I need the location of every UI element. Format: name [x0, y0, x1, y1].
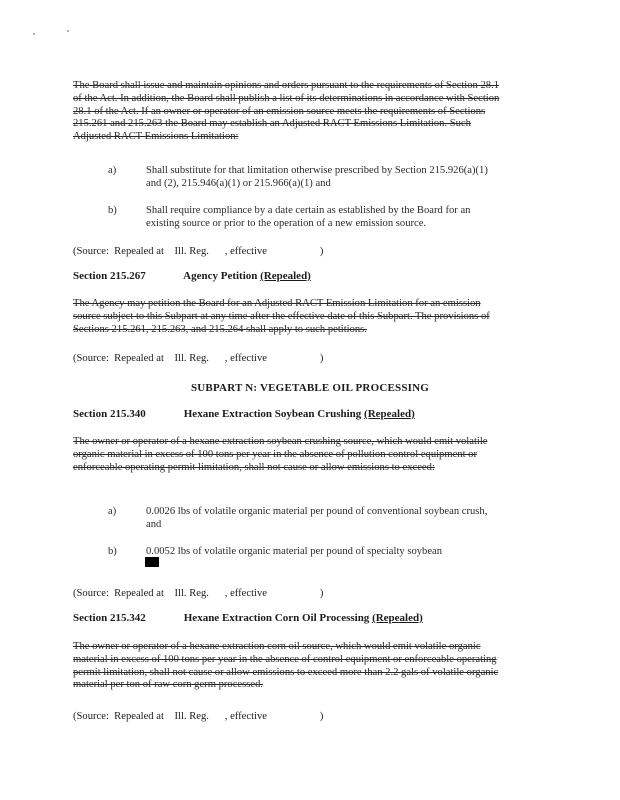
item-label: b): [108, 546, 117, 557]
section-heading-215-340: [73, 408, 415, 420]
source-note: (Source: Repealed at Ill. Reg. , effective ): [73, 246, 324, 257]
repealed-label: (Repealed): [260, 270, 311, 282]
repealed-label: (Repealed): [364, 408, 415, 420]
source-note: (Source: Repealed at Ill. Reg. , effective ): [73, 353, 324, 364]
section-number: Section 215.342: [73, 612, 146, 624]
item-text: Shall require compliance by a date certain as established by the Board for an existing source or prior to the operation of a new emission source.: [146, 205, 471, 229]
section-body-215-342: The owner or operator of a hexane extraction corn oil source, which would emit volatile organic material in excess of 100 tons per year in the absence of control equipment or enforceable operating permit limitation, shall not cause or allow emissions to exceed more than 2.2 gals of volatile organic material per ton of raw corn germ processed.: [73, 641, 499, 691]
item-label: a): [108, 506, 117, 517]
section-number: Section 215.340: [73, 408, 146, 420]
item-label: b): [108, 205, 117, 216]
section-body-215-267: The Agency may petition the Board for an Adjusted RACT Emission Limitation for an emission source subject to this Subpart at any time after the effective date of this Subpart. The provisions of Sections 215.261, 215.263, and 215.264 shall apply to such petitions.: [73, 298, 490, 335]
item-label: a): [108, 165, 117, 176]
item-text: 0.0026 lbs of volatile organic material per pound of conventional soybean crush, and: [146, 506, 488, 530]
source-note: (Source: Repealed at Ill. Reg. , effective ): [73, 588, 324, 599]
item-text: Shall substitute for that limitation otherwise prescribed by Section 215.926(a)(1) and (2), 215.946(a)(1) or 215.966(a)(1) and: [146, 165, 488, 189]
section-heading-215-267: [73, 270, 311, 282]
scan-speck: [33, 33, 35, 35]
intro-paragraph: The Board shall issue and maintain opinions and orders pursuant to the requirements of Section 28.1 of the Act. In addition, the Board shall publish a list of its determinations in accordance with Section 28.1 of the Act. If an owner or operator of an emission source meets the requirements of Sections 215.261 and 215.263 the Board may establish an Adjusted RACT Emissions Limitation. Such Adjusted RACT Emissions Limitation:: [73, 80, 500, 143]
scan-speck: [67, 30, 69, 32]
section-heading-215-342: [73, 612, 423, 624]
item-text: 0.0052 lbs of volatile organic material per pound of specialty soybean: [146, 546, 443, 557]
section-body-215-340: The owner or operator of a hexane extraction soybean crushing source, which would emit volatile organic material in excess of 100 tons per year in the absence of pollution control equipment or enforceable operating permit limitation, shall not cause or allow emissions to exceed:: [73, 436, 488, 473]
source-note: (Source: Repealed at Ill. Reg. , effective ): [73, 711, 324, 722]
section-title: Hexane Extraction Corn Oil Processing: [183, 612, 370, 624]
section-number: Section 215.267: [73, 270, 146, 282]
section-title: Agency Petition: [183, 270, 258, 282]
section-title: Hexane Extraction Soybean Crushing: [183, 408, 362, 420]
repealed-label: (Repealed): [372, 612, 423, 624]
subpart-title: SUBPART N: VEGETABLE OIL PROCESSING: [190, 382, 430, 394]
redaction-mark: [145, 557, 159, 567]
